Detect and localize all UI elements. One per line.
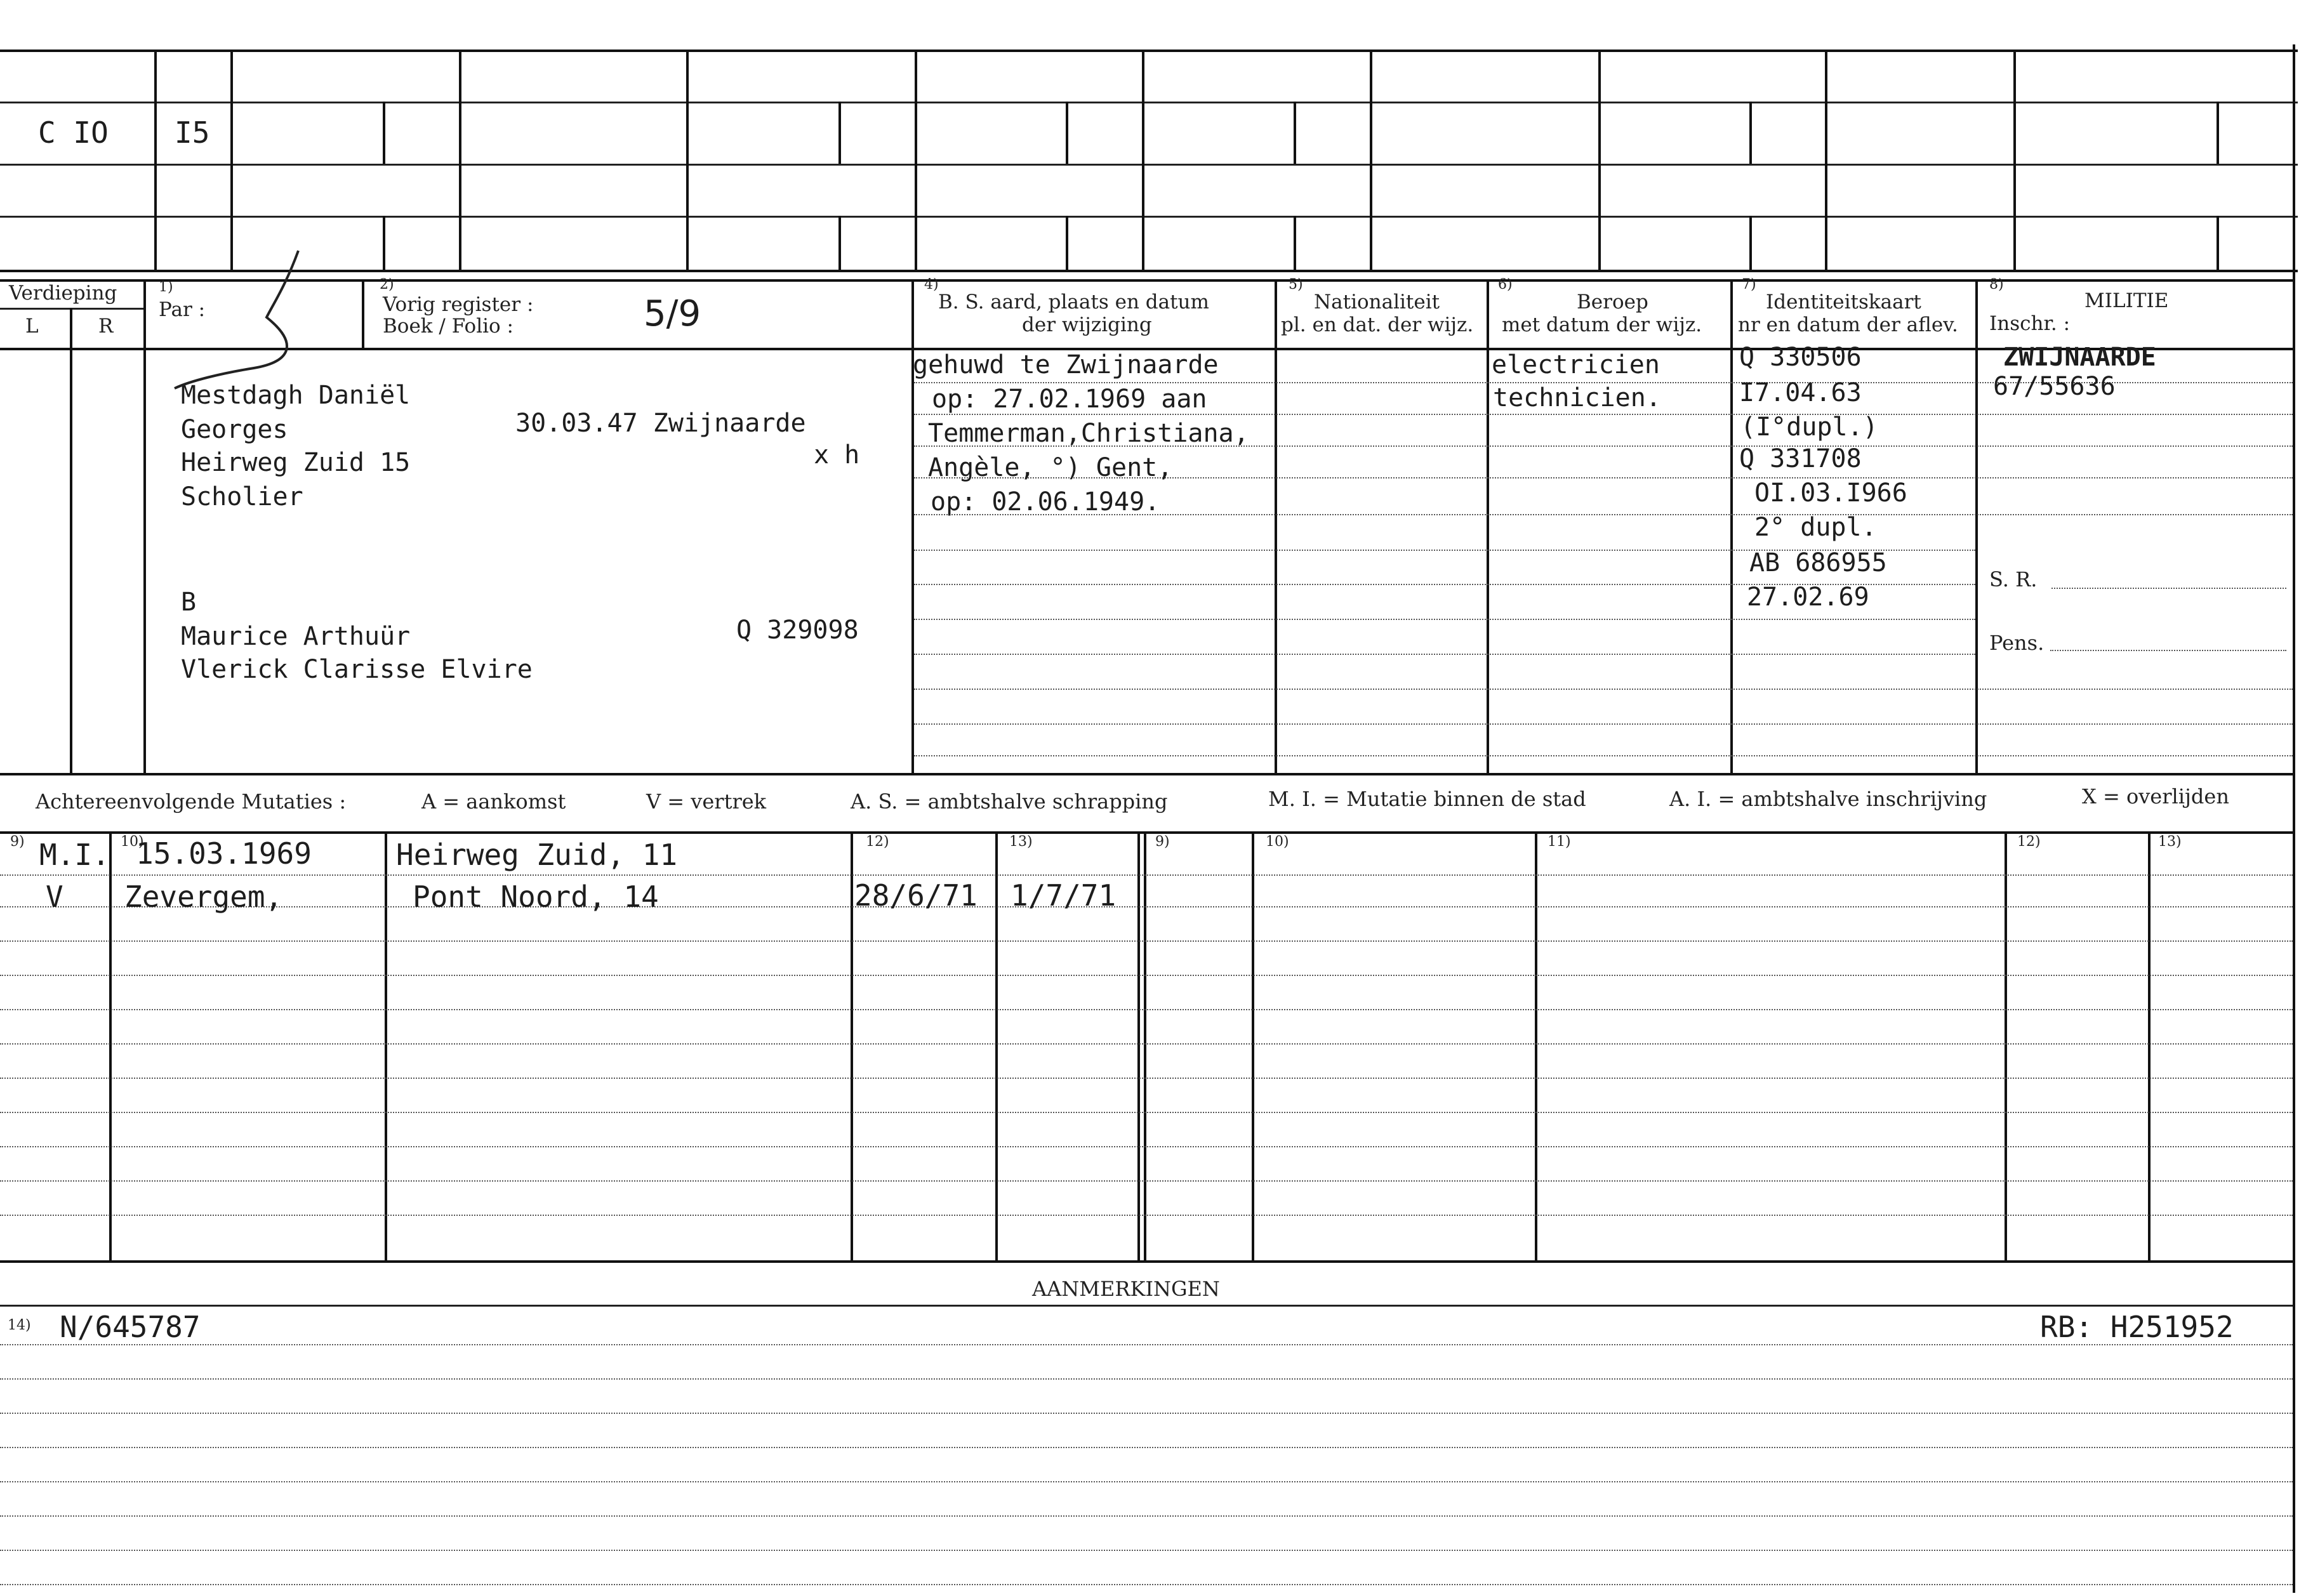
grid-line: [1370, 49, 1372, 272]
mut-col-13: 13): [1009, 834, 1033, 850]
mutation-address: Heirweg Zuid, 11: [396, 838, 678, 872]
body-bottom-line: [0, 773, 2293, 775]
mutation-row-line: [0, 975, 2293, 976]
grid-line: [1598, 49, 1601, 272]
grid-line: [230, 49, 233, 272]
mutation-row-line: [0, 1215, 2293, 1216]
id-line: I7.04.63: [1739, 378, 1862, 407]
remarks-line: [0, 1413, 2293, 1414]
grid-line: [838, 102, 841, 164]
grid-line: [0, 216, 2298, 218]
grid-line: [2013, 49, 2016, 272]
beroep-label-2: met datum der wijz.: [1502, 313, 1702, 336]
grid-line: [459, 49, 461, 272]
remarks-line: [0, 1378, 2293, 1380]
id-line: 2° dupl.: [1754, 513, 1877, 542]
register-code-1: C IO: [38, 115, 109, 150]
inschr-label: Inschr. :: [1989, 312, 2071, 335]
remarks-line: [0, 1515, 2293, 1517]
mutation-col-line: [851, 831, 853, 1262]
legend-mi: M. I. = Mutatie binnen de stad: [1268, 787, 1586, 811]
ruled-line: [914, 755, 2293, 756]
bs-line: op: 02.06.1949.: [931, 487, 1160, 517]
pens-label: Pens.: [1989, 631, 2045, 655]
grid-line: [1142, 49, 1144, 272]
remarks-line: [0, 1481, 2293, 1482]
mut-col-10b: 10): [1266, 834, 1289, 850]
grid-line: [686, 49, 689, 272]
militie-num: 8): [1989, 277, 2004, 293]
grid-line: [2217, 216, 2219, 270]
mut-col-13b: 13): [2158, 834, 2182, 850]
mutation-type: M.I.: [39, 838, 110, 872]
legend-v: V = vertrek: [646, 789, 767, 814]
remarks-top-line: [0, 1305, 2293, 1307]
legend-a: A = aankomst: [421, 789, 566, 814]
person-sex: x h: [814, 440, 860, 470]
header-col-line: [1487, 279, 1489, 774]
par-num: 1): [159, 279, 173, 295]
id-num: 7): [1742, 277, 1756, 293]
militie-number: 67/55636: [1993, 372, 2116, 401]
mut-col-11b: 11): [1548, 834, 1571, 850]
ruled-line: [914, 414, 2293, 415]
sr-label: S. R.: [1989, 567, 2038, 591]
vorig-register-label: Vorig register :: [383, 293, 534, 316]
mutation-date-12: 28/6/71: [854, 878, 978, 913]
mut-col-9b: 9): [1155, 834, 1170, 850]
person-b-mark: B: [181, 588, 197, 617]
id-line: OI.03.I966: [1754, 478, 1907, 508]
grid-line: [2293, 44, 2295, 1593]
remarks-line: [0, 1344, 2293, 1345]
mutations-top-line: [0, 831, 2293, 834]
person-mother: Vlerick Clarisse Elvire: [181, 655, 533, 684]
boek-folio-value: 5/9: [644, 293, 701, 334]
grid-line: [1749, 102, 1752, 164]
bs-label-2: der wijziging: [1022, 313, 1152, 336]
remarks-line: [0, 1550, 2293, 1551]
grid-line: [0, 270, 2298, 272]
militie-place: ZWIJNAARDE: [2003, 343, 2156, 372]
mut-col-12b: 12): [2017, 834, 2041, 850]
id-line: Q 331708: [1739, 444, 1862, 473]
sr-line: [2051, 588, 2286, 589]
id-line: (I°dupl.): [1740, 412, 1878, 442]
header-col-line: [1975, 279, 1978, 774]
l-label: L: [25, 315, 39, 338]
person-father: Maurice Arthuür: [181, 622, 411, 651]
mutation-col-line: [995, 831, 998, 1262]
id-label-2: nr en datum der aflev.: [1738, 313, 1958, 336]
bs-line: Temmerman,Christiana,: [928, 419, 1249, 448]
remarks-rb-value: RB: H251952: [2040, 1310, 2234, 1344]
beroep-num: 6): [1498, 277, 1513, 293]
mut-col-10: 10): [121, 834, 144, 850]
bs-label-1: B. S. aard, plaats en datum: [938, 291, 1209, 313]
legend-x: X = overlijden: [2082, 784, 2229, 808]
grid-line: [0, 164, 2298, 166]
mutation-row-line: [0, 940, 2293, 942]
grid-line: [1825, 49, 1827, 272]
mutation-col-line: [2005, 831, 2007, 1262]
verdieping-split-line: [0, 308, 145, 310]
remarks-line: [0, 1447, 2293, 1448]
bs-line: Angèle, °) Gent,: [928, 453, 1173, 482]
grid-line: [0, 102, 2298, 103]
mutation-row-line: [0, 1180, 2293, 1182]
mut-col-9: 9): [10, 834, 25, 850]
header-col-line: [362, 279, 364, 349]
grid-line: [1294, 216, 1296, 270]
header-col-line: [1275, 279, 1277, 774]
remarks-title: AANMERKINGEN: [1032, 1277, 1220, 1301]
verdieping-label: Verdieping: [9, 282, 117, 305]
mutation-row-line: [0, 1112, 2293, 1113]
person-occupation: Scholier: [181, 482, 303, 511]
beroep-line: technicien.: [1493, 383, 1661, 412]
mutation-row-line: [0, 1009, 2293, 1010]
mutation-col-line: [1144, 831, 1146, 1262]
militie-label: MILITIE: [2084, 289, 2169, 312]
grid-line: [1066, 102, 1068, 164]
nat-label-1: Nationaliteit: [1314, 291, 1440, 313]
boek-folio-label: Boek / Folio :: [383, 315, 514, 338]
beroep-label-1: Beroep: [1577, 291, 1648, 313]
person-given-names: Georges: [181, 415, 288, 444]
grid-line: [2217, 102, 2219, 164]
nat-label-2: pl. en dat. der wijz.: [1281, 313, 1474, 336]
mutation-col-line: [385, 831, 387, 1262]
id-line: 27.02.69: [1747, 583, 1869, 612]
grid-line: [0, 49, 2298, 52]
mut-col-12: 12): [866, 834, 889, 850]
legend-ai: A. I. = ambtshalve inschrijving: [1669, 787, 1987, 811]
mutation-type: V: [46, 880, 63, 914]
mutation-row-line: [0, 906, 2293, 907]
grid-line: [915, 49, 917, 272]
mutation-col-line: [1535, 831, 1537, 1262]
mutation-col-line: [109, 831, 112, 1262]
mutation-col-line: [1137, 831, 1140, 1262]
remarks-line: [0, 1584, 2293, 1585]
nat-num: 5): [1289, 277, 1303, 293]
beroep-line: electricien: [1492, 350, 1660, 379]
mutation-col-line: [1252, 831, 1254, 1262]
r-label: R: [98, 315, 114, 338]
mutation-row-line: [0, 1078, 2293, 1079]
grid-line: [154, 49, 157, 272]
vorig-num: 2): [380, 277, 394, 293]
person-address: Heirweg Zuid 15: [181, 448, 411, 477]
remarks-num: 14): [8, 1317, 31, 1333]
mutation-row-line: [0, 1146, 2293, 1147]
header-top-line: [0, 279, 2293, 282]
mutations-bottom-line: [0, 1260, 2293, 1263]
grid-line: [838, 216, 841, 270]
mutation-date: 15.03.1969: [136, 836, 312, 871]
ruled-line: [914, 723, 2293, 725]
mutation-date-13: 1/7/71: [1011, 878, 1117, 913]
register-code-2: I5: [175, 115, 210, 150]
pens-line: [2050, 650, 2286, 651]
header-col-line: [143, 279, 146, 774]
person-birth: 30.03.47 Zwijnaarde: [515, 409, 806, 438]
mutation-row-line: [0, 874, 2293, 876]
header-col-line: [1730, 279, 1733, 774]
grid-line: [1749, 216, 1752, 270]
mutation-address: Pont Noord, 14: [413, 880, 659, 914]
ruled-line: [914, 619, 1975, 620]
par-handwritten-mark: [171, 247, 311, 393]
par-label: Par :: [159, 298, 206, 321]
grid-line: [383, 216, 385, 270]
bs-num: 4): [924, 277, 939, 293]
legend-title: Achtereenvolgende Mutaties :: [36, 789, 347, 814]
grid-line: [1066, 216, 1068, 270]
grid-line: [383, 102, 385, 164]
lr-divider: [70, 308, 72, 774]
mutation-row-line: [0, 1043, 2293, 1045]
mutation-place: Zevergem,: [124, 880, 283, 914]
remarks-n-value: N/645787: [60, 1310, 201, 1344]
bs-line: gehuwd te Zwijnaarde: [913, 350, 1219, 379]
legend-as: A. S. = ambtshalve schrapping: [851, 789, 1168, 814]
id-line: Q 330506: [1739, 343, 1862, 372]
mutation-col-line: [2148, 831, 2151, 1262]
person-father-id: Q 329098: [736, 616, 859, 645]
bs-line: op: 27.02.1969 aan: [932, 385, 1207, 414]
id-line: AB 686955: [1749, 548, 1887, 577]
id-label-1: Identiteitskaart: [1766, 291, 1921, 313]
ruled-line: [914, 654, 1975, 655]
ruled-line: [914, 689, 2293, 690]
person-name: Mestdagh Daniël: [181, 381, 411, 410]
grid-line: [1294, 102, 1296, 164]
